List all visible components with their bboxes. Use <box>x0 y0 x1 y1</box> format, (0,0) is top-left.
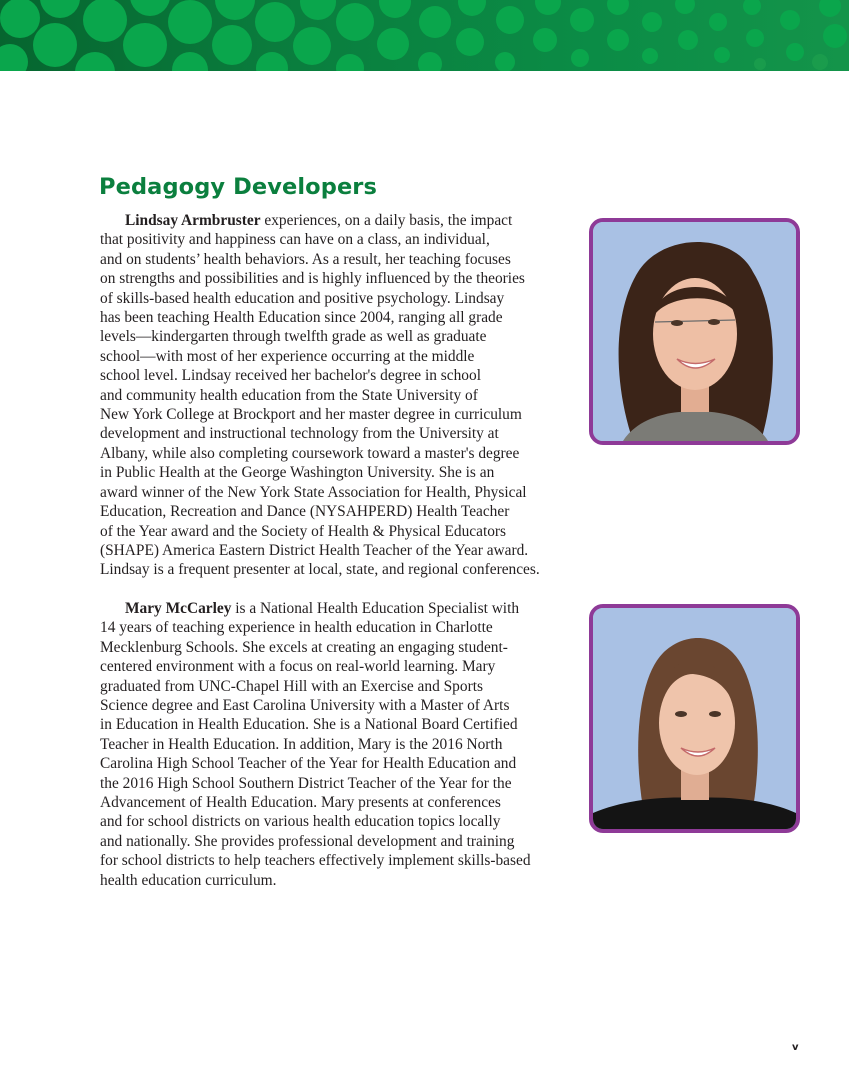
bio-line: Lindsay Armbruster experiences, on a daily basis, the impact <box>125 212 513 229</box>
page-number: v <box>792 1042 799 1053</box>
bio-line: school—with most of her experience occurring at the middle <box>100 347 475 365</box>
bio-line: that positivity and happiness can have on a class, an individual, <box>100 231 490 249</box>
bio-mary-mccarley <box>100 599 555 890</box>
bio-line: Education, Recreation and Dance (NYSAHPERD) Health Teacher <box>100 503 510 521</box>
photo-lindsay-armbruster <box>589 218 800 445</box>
bio-line: Teacher in Health Education. In addition, Mary is the 2016 North <box>100 735 503 753</box>
bio-line: for school districts to help teachers effectively implement skills-based <box>100 852 531 870</box>
bio-line: of the Year award and the Society of Health & Physical Educators <box>100 522 507 540</box>
bio-line: and community health education from the State University of <box>100 386 478 404</box>
bio-line: Mecklenburg Schools. She excels at creating an engaging student- <box>100 638 508 656</box>
bio-line: school level. Lindsay received her bachelor's degree in school <box>100 367 481 385</box>
bio-line: Mary McCarley is a National Health Education Specialist with <box>125 600 520 617</box>
bio-line: Science degree and East Carolina University with a Master of Arts <box>100 697 510 715</box>
bio-line: Advancement of Health Education. Mary presents at conferences <box>100 794 501 812</box>
bio-line: and for school districts on various health education topics locally <box>100 813 501 831</box>
bio-line: on strengths and possibilities and is highly influenced by the theories <box>100 270 525 288</box>
bio-line: levels—kindergarten through twelfth grade as well as graduate <box>100 328 487 346</box>
bio-line: centered environment with a focus on real-world learning. Mary <box>100 658 496 676</box>
bio-lindsay-armbruster <box>100 211 555 580</box>
bio-line: health education curriculum. <box>100 871 277 889</box>
bio-line: of skills-based health education and positive psychology. Lindsay <box>100 289 505 307</box>
page-title: Pedagogy Developers <box>99 174 377 200</box>
bio-line: Albany, while also completing coursework toward a master's degree <box>100 444 520 462</box>
bio-line: in Public Health at the George Washington University. She is an <box>100 464 495 482</box>
portrait-woman-curly-hair-icon <box>593 222 796 441</box>
portrait-woman-straight-hair-icon <box>593 608 796 829</box>
bio-line: and nationally. She provides professional development and training <box>100 832 515 850</box>
bio-line: and on students’ health behaviors. As a result, her teaching focuses <box>100 250 511 268</box>
bio-line: development and instructional technology from the University at <box>100 425 499 443</box>
bio-line: New York College at Brockport and her master degree in curriculum <box>100 406 522 424</box>
bio-line: graduated from UNC-Chapel Hill with an Exercise and Sports <box>100 677 483 695</box>
bio-line: Carolina High School Teacher of the Year for Health Education and <box>100 755 517 773</box>
bio-line: 14 years of teaching experience in health education in Charlotte <box>100 619 493 637</box>
bio-line: Lindsay is a frequent presenter at local, state, and regional conferences. <box>100 561 540 579</box>
bio-line: (SHAPE) America Eastern District Health Teacher of the Year award. <box>100 541 529 559</box>
bio-line: has been teaching Health Education since 2004, ranging all grade <box>100 309 503 327</box>
developer-name: Mary McCarley <box>125 600 232 617</box>
decorative-banner <box>0 0 849 71</box>
photo-mary-mccarley <box>589 604 800 833</box>
bio-line: in Education in Health Education. She is a National Board Certified <box>100 716 518 734</box>
dot-pattern-icon <box>0 0 849 71</box>
bio-line: the 2016 High School Southern District Teacher of the Year for the <box>100 774 512 792</box>
developer-name: Lindsay Armbruster <box>125 212 261 229</box>
bio-line: award winner of the New York State Association for Health, Physical <box>100 483 527 501</box>
